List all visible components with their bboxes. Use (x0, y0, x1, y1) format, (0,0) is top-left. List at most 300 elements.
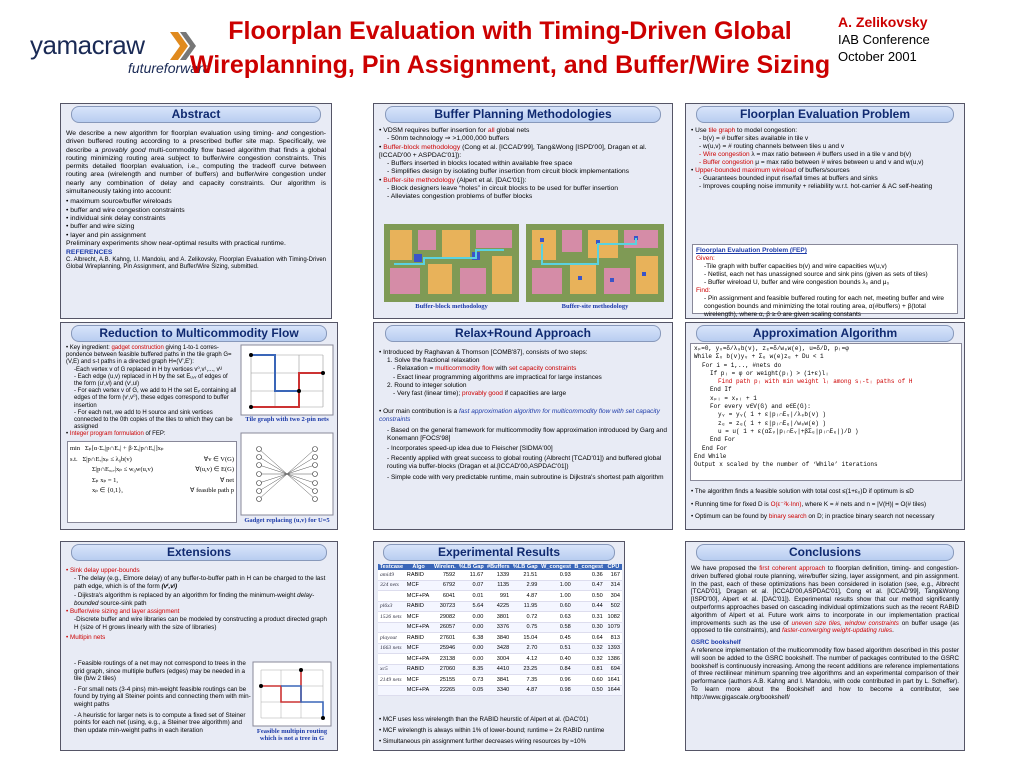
poster-title-line2: Wireplanning, Pin Assignment, and Buffer/Wire Sizing (189, 51, 831, 79)
table-cell: 2149 nets (378, 675, 405, 686)
table-cell: 0.60 (539, 601, 572, 612)
fep-text: to model congestion: (737, 127, 798, 134)
reduction-body (66, 345, 237, 439)
code-line: End While (694, 452, 727, 460)
table-cell: MCF+PA (405, 685, 433, 696)
table-cell: 0.07 (457, 580, 485, 591)
approx-algorithm-panel (685, 322, 965, 530)
table-cell: 4.87 (511, 685, 539, 696)
table-cell: 26057 (432, 622, 457, 633)
table-cell: 27601 (432, 633, 457, 644)
table-cell: 0.44 (573, 601, 605, 612)
table-row (378, 643, 622, 654)
ext-text: • Multipin nets (66, 634, 106, 642)
ip-label: s.t. (70, 455, 78, 463)
rr-text: 2. Round to integer solution (387, 381, 467, 389)
er-text: • MCF wirelength is always within 1% of lower-bound; runtime ≈ 2x RABID runtime (379, 727, 605, 734)
table-cell: 3840 (485, 633, 511, 644)
table-cell: RABID (405, 601, 433, 612)
code-line: If pᵢ = φ or weight(pᵢ) > (1+ε)lᵢ (710, 369, 829, 377)
table-cell: 813 (605, 633, 622, 644)
rmf-text: Integer program formulation (69, 431, 144, 438)
buffer-planning-heading: Buffer Planning Methodologies (385, 106, 661, 123)
multipin-figure (253, 662, 331, 726)
table-cell: 4.87 (511, 591, 539, 602)
table-cell: 0.60 (573, 675, 605, 686)
buffer-planning-body: • VDSM requires buffer insertion for all global nets - 50nm technology ⇒ >1,000,000 buffers • Buffer-block methodology (Cong et al. [ICCAD'99], Tang&Wong [ISPD'00], Dragan et al. [ICCAD'00 + ASPDAC'01]): - Buffers inserted in blocks located within available free space - Simplifies design by isolating buffer insertion from circuit block implementations • Buffer-site methodology (Alpert et al. [DAC'01]): - Block designers leave “holes” in circuit blocks to be used for buffer insertion - Alleviates congestion problems of buffer blocks (379, 127, 667, 202)
table-cell: 694 (605, 664, 622, 675)
rmf-text: gadget construction (111, 345, 164, 351)
floorplan-problem-panel (685, 103, 965, 319)
abstract-para-and: and (276, 130, 288, 137)
table-cell: 0.32 (573, 654, 605, 665)
code-line: xₚᵢ = xₚᵢ + 1 (710, 394, 757, 402)
table-cell: 3376 (485, 622, 511, 633)
table-cell: 22265 (432, 685, 457, 696)
col-header: W_congest (541, 564, 571, 570)
relax-round-body (379, 349, 667, 482)
table-cell: 2.70 (511, 643, 539, 654)
table-cell: 5.64 (457, 601, 485, 612)
fep-find-label: Find: (696, 287, 711, 294)
code-line: For every v∈V(G) and e∈E(G): (710, 403, 811, 411)
col-header: Testcase (379, 564, 404, 570)
fep-text: - Pin assignment and feasible buffered routing for each net, meeting buffer and wire congestion bounds and minimizing the total routing area, α(#buffers) + β(total wirelength), where α, β ≥ 0 are given scaling constants (704, 295, 945, 318)
multipin-caption: Feasible multipin routing which is not a tree in G (256, 728, 328, 742)
ext-text: - The delay (e.g., Elmore delay) of any buffer-to-buffer path in H can be charged to the last path edge, which is of the form (74, 574, 326, 590)
bpm-text: global nets (496, 127, 530, 134)
fep-text: - Buffer congestion (699, 159, 754, 166)
fep-text: λ = max ratio between # buffers used in a tile v and b(v) (751, 151, 912, 158)
rr-text: • Our main contribution is a (379, 408, 458, 416)
fep-text: Upper-bounded maximum wireload (695, 167, 797, 174)
bpm-text: (Alpert et al. [DAC'01]): (456, 176, 527, 184)
table-cell: 0.50 (573, 591, 605, 602)
table-cell: 1526 nets (378, 612, 405, 623)
table-cell (378, 591, 405, 602)
ip-constraint: ∀(u,v) ∈ E(G) (195, 466, 234, 473)
algorithm-pseudocode (690, 343, 962, 481)
table-cell: 0.00 (457, 612, 485, 623)
table-cell: 7.35 (511, 675, 539, 686)
fep-text: - Wire congestion (699, 151, 750, 158)
table-cell: 27060 (432, 664, 457, 675)
table-cell: 0.47 (573, 580, 605, 591)
experimental-results-heading: Experimental Results (383, 544, 615, 561)
tile-graph-caption: Tile graph with two 2-pin nets (245, 416, 329, 423)
fep-text: - Netlist, each net has unassigned source and sink pins (given as sets of tiles) (704, 271, 928, 278)
rr-text: - Incorporates speed-up idea due to Fleischer [SIDMA'00] (387, 445, 553, 453)
fep-given-label: Given: (696, 255, 715, 262)
bpm-text: - Simplifies design by isolating buffer insertion from circuit block implementations (387, 168, 630, 176)
bpm-text: (Cong et al. [ICCAD'99], Tang&Wong [ISPD'00], Dragan et al. [ICCAD'00 + ASPDAC'01]): (379, 143, 647, 159)
aa-text: , where K = # nets and n = |V(H)| = O(# tiles) (801, 500, 927, 508)
relax-round-panel (373, 322, 673, 530)
abstract-prelim: Preliminary experiments show near-optimal results with practical runtime. (66, 239, 286, 247)
buffer-planning-panel (373, 103, 673, 319)
table-cell: 25155 (432, 675, 457, 686)
table-cell: 6792 (432, 580, 457, 591)
aa-text: O(ε⁻²k·lnn) (770, 500, 802, 508)
table-cell: MCF+PA (405, 654, 433, 665)
table-cell: 324 nets (378, 580, 405, 591)
table-cell: 0.93 (539, 570, 572, 580)
extensions-heading: Extensions (71, 544, 327, 561)
bpm-text: all (487, 127, 495, 134)
abstract-para-a: We describe a new algorithm for floorplan evaluation using timing- (66, 130, 274, 137)
fep-text: - Buffer wireload U, buffer and wire congestion bounds λ₀ and μ₀ (704, 279, 890, 286)
table-cell: 1079 (605, 622, 622, 633)
col-header: %LB Gap (458, 564, 484, 570)
ext-text: • Buffer/wire sizing and layer assignment (66, 607, 180, 615)
buffer-block-caption: Buffer-block methodology (415, 303, 488, 310)
abstract-panel (60, 103, 332, 319)
table-cell: RABID (405, 664, 433, 675)
gadget-caption: Gadget replacing (u,v) for U=5 (244, 517, 330, 524)
table-cell: 0.36 (573, 570, 605, 580)
gsrc-heading: GSRC bookshelf (691, 639, 741, 647)
conclusions-heading: Conclusions (696, 544, 954, 561)
table-cell: 0.30 (573, 622, 605, 633)
bpm-text: Buffer-site methodology (383, 176, 455, 184)
table-cell: 4225 (485, 601, 511, 612)
table-cell: 304 (605, 591, 622, 602)
concl-text: on buffer usage (as opposed to tile constraints), and (691, 619, 960, 635)
results-table-wrap (378, 564, 622, 696)
ext-text: - Dijkstra's algorithm is replaced by an algorithm for finding the minimum-weight (74, 592, 296, 600)
conclusions-panel (685, 541, 965, 751)
fep-text: tile graph (708, 127, 736, 134)
table-cell: 1663 nets (378, 643, 405, 654)
integer-program-box: min Σₚ[α·Σᵥ|p∩Eᵥ| + β·Σₑ|p∩Eₑ|]xₚ s.t. Σ|p∩Eᵥ|xₚ ≤ λ₀b(v) ∀v ∈ V(G) Σ|p∩Eᵤ,ᵥ|xₚ ≤ w₀w(u,v) ∀(u,v) ∈ E(G) Σₚ xₚ = 1, ∀ net xₚ ∈ {0,1}, ∀ feasible path p (67, 441, 237, 523)
table-cell: 11.67 (457, 570, 485, 580)
extensions-panel (60, 541, 338, 751)
author-name: A. Zelikovsky (838, 14, 928, 30)
concl-text: uneven size tiles, window constraints (791, 619, 899, 627)
rr-text: 1. Solve the fractional relaxation (387, 357, 480, 365)
ext-text: - For small nets (3-4 pins) min-weight feasible routings can be found by trying all Steiner points and connecting them with min-weight paths (74, 685, 251, 708)
fep-text: Use (695, 127, 707, 134)
code-line: zₑ = zₑ( 1 + ε|pᵢ∩Eₑ|/w₀w(e) ) (718, 419, 827, 427)
rr-text: - Simple code with very predictable runtime, main subroutine is Dijkstra's shortest path algorithm (387, 473, 664, 481)
fep-text: of buffers/sources (798, 167, 850, 174)
fep-text: μ = max ratio between # wires between u and v and w(u,v) (755, 159, 924, 166)
references-heading: REFERENCES (66, 249, 113, 257)
abstract-item: • layer and pin assignment (66, 231, 146, 239)
rr-text: - Exact linear programming algorithms are impractical for large instances (393, 373, 602, 381)
logo-tagline: futureforward (128, 60, 211, 76)
poster-title-line1: Floorplan Evaluation with Timing-Driven Global (228, 17, 792, 45)
conference-name: IAB Conference (838, 32, 930, 47)
results-header-row (378, 564, 622, 570)
table-cell: MCF+PA (405, 622, 433, 633)
table-cell: 23.25 (511, 664, 539, 675)
logo-wordmark: yamacraw (30, 30, 145, 60)
conclusions-body: We have proposed the first coherent approach to floorplan definition, timing- and congestion-driven buffered global route planning, wire/buffer sizing, layer assignment, and pin assignment. In the past, each of these optimizations has been considered in isolation (see, e.g., Albrecht [TCAD'01], Dragan et al. [ICCAD'00,ASPDAC'01], Cong et al. [ICCAD'99], Tang&Wong [ISPD'00], Alpert et al. [DAC'01]). Experimental results show that our method significantly outperforms approaches based on cascading individual optimizations such as the recent RABID algorithm of Alpert et al. Future work aims to incorporate in our implementation practical improvements such as the use of uneven size tiles, window constraints on buffer usage (as opposed to tile constraints), and faster-converging weight-updating rules. GSRC bookshelf A reference implementation of the multicommodity flow based algorithm described in this poster will soon be added to the GSRC bookshelf. The number of packages contributed to the GSRC bookshelf is continuously increasing. Among the recent additions are reference implementations of three rectilinear minimum spanning tree algorithms and an experimental comparison of their performance (authors A.B. Kahng and I. Mandoiu, with code contributed in part by L. Scheffer). To learn more about the Bookshelf and how to become a contributor, see http://www.gigascale.org/bookshelf/ (691, 565, 960, 701)
rr-text: • Introduced by Raghavan & Thomson [COMB'87], consists of two steps: (379, 349, 588, 356)
tile-graph-figure (241, 345, 333, 415)
table-cell: 0.81 (573, 664, 605, 675)
poster-header (0, 0, 1024, 92)
table-cell: 1.00 (539, 591, 572, 602)
col-header: CPU (605, 564, 622, 570)
abstract-para-prov: provably good (101, 146, 146, 154)
table-cell: 0.64 (573, 633, 605, 644)
table-cell: 1135 (485, 580, 511, 591)
table-cell: ami49 (378, 570, 405, 580)
floorplan-problem-heading: Floorplan Evaluation Problem (696, 106, 954, 123)
table-cell: playout (378, 633, 405, 644)
ext-text: delay-bounded (74, 592, 315, 608)
fep-text: - Guarantees bounded input rise/fall times at buffers and sinks (699, 175, 878, 182)
table-cell: 8.35 (457, 664, 485, 675)
fep-definition-box (692, 244, 958, 318)
table-cell: 0.05 (457, 685, 485, 696)
concl-text: first coherent approach (759, 565, 826, 572)
results-body (378, 570, 622, 696)
table-cell: 502 (605, 601, 622, 612)
rr-text: - Based on the general framework for multicommodity flow approximation introduced by Garg and Konemann [FOCS'98] (387, 426, 667, 442)
er-text: • Simultaneous pin assignment further decreases wiring resources by ≈10% (379, 738, 587, 745)
code-line: u = u( 1 + ε(αΣᵥ|pᵢ∩Eᵥ|+βΣₑ|pᵢ∩Eₑ|)/D ) (718, 427, 859, 435)
table-cell: 1641 (605, 675, 622, 686)
rr-text: with (495, 365, 507, 373)
results-notes (379, 714, 619, 747)
aa-text: • Optimum can be found by (691, 513, 768, 520)
rr-text: fast approximation algorithm for multicommodity flow with set capacity constraints (379, 408, 660, 424)
rmf-text: - Each edge (u,v) replaced in H by the set Eᵤ,ᵥ of edges of the form (uⁱ,vʲ) and (vⁱ,uʲ) (74, 373, 228, 388)
ip-constraint: ∀v ∈ V(G) (203, 455, 234, 463)
table-row (378, 664, 622, 675)
ext-text: -Discrete buffer and wire libraries can be modeled by constructing a product directed graph H (size of H grows linearly with the size of libraries) (74, 615, 327, 631)
table-cell: 1644 (605, 685, 622, 696)
abstract-item: • buffer and wire sizing (66, 223, 135, 231)
table-cell: 25946 (432, 643, 457, 654)
table-row (378, 685, 622, 696)
table-cell: 0.51 (539, 643, 572, 654)
rmf-text: -Each vertex v of G replaced in H by vertices v⁰,v¹,..., vᵁ (74, 366, 223, 373)
table-cell: 3340 (485, 685, 511, 696)
code-line: Find path pᵢ with min weight lᵢ among sᵢ-tᵢ paths of H (718, 378, 913, 386)
abstract-item: • individual sink delay constraints (66, 214, 166, 222)
rmf-text: • Key ingredient: (66, 345, 110, 351)
table-cell: 0.96 (539, 675, 572, 686)
code-line: Output x scaled by the number of ‘While’ iterations (694, 461, 878, 469)
bpm-text: - Block designers leave “holes” in circuit blocks to be used for buffer insertion (387, 185, 619, 193)
rr-text: set capacity constraints (508, 365, 577, 373)
table-cell: MCF (405, 643, 433, 654)
fep-text: - w(u,v) = # routing channels between tiles u and v (699, 143, 845, 150)
table-row (378, 580, 622, 591)
table-cell: 0.00 (457, 643, 485, 654)
rmf-text: giving 1-to-1 corres-pondence between feasible buffered paths in the tile graph G=(V,E) and s-t paths in a directed graph H=(V',E'): (66, 345, 232, 366)
table-cell: 0.50 (573, 685, 605, 696)
table-cell: MCF (405, 580, 433, 591)
gadget-figure (241, 433, 333, 515)
table-cell: 3004 (485, 654, 511, 665)
table-cell: 0.58 (539, 622, 572, 633)
table-row (378, 591, 622, 602)
table-cell: 1393 (605, 643, 622, 654)
author-block (838, 14, 1018, 65)
table-cell: 0.84 (539, 664, 572, 675)
abstract-item: • maximum source/buffer wireloads (66, 198, 172, 206)
buffer-site-figure (526, 224, 664, 302)
code-line: yᵥ = yᵥ( 1 + ε|pᵢ∩Eᵥ|/λ₀b(v) ) (718, 411, 827, 419)
table-cell: 0.00 (457, 622, 485, 633)
table-cell: 3841 (485, 675, 511, 686)
table-cell: 1386 (605, 654, 622, 665)
table-row (378, 570, 622, 580)
table-cell: MCF+PA (405, 591, 433, 602)
table-cell (378, 622, 405, 633)
abstract-heading: Abstract (71, 106, 321, 123)
table-cell: 3801 (485, 612, 511, 623)
table-cell: 11.95 (511, 601, 539, 612)
table-cell: 0.32 (573, 643, 605, 654)
fep-text: -Tile graph with buffer capacities b(v) and wire capacities w(u,v) (704, 263, 887, 270)
fep-box-title: Floorplan Evaluation Problem (FEP) (696, 247, 807, 254)
code-line: End If (710, 386, 732, 394)
abstract-para-c: multi-commodity flow based algorithm that finds a global routing minimizing routing area subject to buffer/wire congestion constraints. This permits detailed floorplan evaluation, i.e., computing the tradeoff curve between routing area (wirelength and number of buffers) and buffer/wire congestion under nearly any combination of delay and capacity constraints. Our algorithm is simultaneously taking into account: (66, 146, 327, 196)
table-cell: 30723 (432, 601, 457, 612)
abstract-body (66, 130, 326, 271)
table-cell: 3428 (485, 643, 511, 654)
concl-text: A reference implementation of the multicommodity flow based algorithm described in this poster will soon be added to the GSRC bookshelf. The number of packages contributed to the GSRC bookshelf is continuously increasing. Among the recent additions are reference implementations of three rectilinear minimum spanning tree algorithms and an experimental comparison of their performance (authors A.B. Kahng and I. Mandoiu, with code contributed in part by L. Scheffer). To learn more about the Bookshelf and how to become a contributor, see http://www.gigascale.org/bookshelf/ (691, 646, 959, 701)
table-row (378, 633, 622, 644)
col-header: #Buffers (486, 564, 510, 570)
table-cell: MCF (405, 612, 433, 623)
aa-text: binary search (768, 513, 807, 520)
conference-date: October 2001 (838, 49, 917, 64)
references-text: C. Albrecht, A.B. Kahng, I.I. Mandoiu, and A. Zelikovsky, Floorplan Evaluation with Timing-Driven Global Wireplanning, Pin Assignment, and Buffer/Wire Sizing, submitted. (66, 257, 326, 271)
extensions-body-top (66, 567, 332, 642)
results-table (378, 564, 622, 696)
table-row (378, 601, 622, 612)
buffer-block-figure (384, 224, 519, 302)
experimental-results-panel (373, 541, 625, 751)
code-line: End For (710, 436, 736, 444)
reduction-heading: Reduction to Multicommodity Flow (71, 325, 327, 342)
aa-text: • Running time for fixed D is (691, 500, 769, 508)
code-line: While Σᵥ b(v)yᵥ + Σₑ w(e)zₑ + Du < 1 (694, 353, 824, 361)
bpm-text: - 50nm technology ⇒ >1,000,000 buffers (387, 135, 510, 143)
table-cell: 0.63 (539, 612, 572, 623)
ext-text: (vⁱ,vʲ) (161, 582, 178, 590)
approx-algorithm-heading: Approximation Algorithm (696, 325, 954, 342)
ip-constraint: ∀ feasible path p (190, 487, 234, 494)
er-text: • MCF uses less wirelength than the RABID heurstic of Alpert et al. (DAC'01) (379, 716, 589, 723)
col-header: Algo (405, 564, 433, 570)
fep-text: - b(v) = # buffer sites available in tile v (699, 135, 809, 142)
ip-constraint: ∀ net (219, 476, 234, 484)
table-cell: 21.51 (511, 570, 539, 580)
bpm-text: - Buffers inserted in blocks located within available free space (387, 160, 573, 168)
rmf-text: of FEP: (145, 431, 166, 438)
rr-text: - Very fast (linear time); (393, 390, 461, 398)
table-cell: 0.40 (539, 654, 572, 665)
rr-text: multicommodity flow (435, 365, 494, 373)
col-header: Wirelen. (434, 564, 456, 570)
fep-text: - Improves coupling noise immunity + reliability w.r.t. hot-carrier & AC self-heating (699, 183, 933, 190)
col-header: B_congest (574, 564, 603, 570)
table-row (378, 622, 622, 633)
table-cell: 15.04 (511, 633, 539, 644)
code-line: End For (702, 444, 728, 452)
table-cell: 0.72 (511, 612, 539, 623)
abstract-para-b: congestion-driven buffered routing according to a prescribed buffer site map. Specifically, we describe a (66, 130, 326, 154)
code-line: For i = 1,.., #nets do (702, 361, 782, 369)
table-cell: 0.75 (511, 622, 539, 633)
reduction-panel (60, 322, 338, 530)
rr-text: - Relaxation = (393, 365, 434, 373)
concl-text: We have proposed the (691, 565, 757, 572)
table-cell: MCF (405, 675, 433, 686)
abstract-item: • buffer and wire congestion constraints (66, 206, 185, 214)
table-cell: pl6x3 (378, 601, 405, 612)
code-line: xₚ=0, yᵥ=δ/λ₀b(v), zₑ=δ/w₀w(e), u=δ/D, pᵢ=φ (694, 345, 849, 352)
ext-text: - A heuristic for larger nets is to compute a fixed set of Steiner points for each net (using, e.g., a Steiner tree algorithm) and then update min-weight paths in each iteration (74, 711, 246, 734)
table-cell: 0.98 (539, 685, 572, 696)
poster-title (180, 14, 840, 82)
ip-label: min (70, 445, 81, 452)
aa-text: on D; in practice binary search not necessary (808, 513, 935, 520)
table-cell (378, 685, 405, 696)
table-cell: 167 (605, 570, 622, 580)
rr-text: - Recently applied with great success to global routing (Albrecht [TCAD'01]) and buffered global routing via buffer-blocks (Dragan et al.[ICCAD'00,ASPDAC'01]) (387, 455, 662, 471)
table-cell: 7592 (432, 570, 457, 580)
rmf-text: • (66, 431, 69, 438)
table-cell: 23138 (432, 654, 457, 665)
concl-text: to floorplan definition, timing- and congestion-driven buffered global route planning, wire/buffer sizing, layer assignment, and pin assignment. In the past, each of these optimizations has been considered in isolation (see, e.g., Albrecht [TCAD'01], Dragan et al. [ICCAD'00,ASPDAC'01], Cong et al. [ICCAD'99], Tang&Wong [ISPD'00], Alpert et al. [DAC'01]). Experimental results show that our method significantly outperforms approaches based on cascading individual optimizations such as the recent RABID algorithm of Alpert et al. Future work aims to incorporate in our implementation practical improvements such as the use of (691, 565, 960, 627)
buffer-site-caption: Buffer-site methodology (561, 303, 629, 310)
concl-text: faster-converging weight-updating rules (782, 627, 893, 635)
table-cell: 29082 (432, 612, 457, 623)
table-cell: xc5 (378, 664, 405, 675)
table-cell: RABID (405, 570, 433, 580)
table-cell: 314 (605, 580, 622, 591)
ext-text: source-sink path (100, 600, 147, 608)
table-cell: 0.31 (573, 612, 605, 623)
aa-text: • The algorithm finds a feasible solution with total cost ≤(1+ε₀)D if optimum is ≤D (691, 488, 914, 495)
rmf-text: - For each net, we add to H source and sink vertices connected to the 0th copies of the tiles to which they can be assigned (74, 409, 233, 431)
table-cell: 991 (485, 591, 511, 602)
table-cell: 0.45 (539, 633, 572, 644)
table-cell: 2.99 (511, 580, 539, 591)
table-cell: 0.73 (457, 675, 485, 686)
table-row (378, 675, 622, 686)
col-header: %LB Gap (512, 564, 538, 570)
extensions-body-bottom (66, 660, 251, 734)
table-cell: 0.00 (457, 654, 485, 665)
table-cell (378, 654, 405, 665)
bpm-text: Buffer-block methodology (383, 143, 461, 151)
bpm-text: VDSM requires buffer insertion for (383, 127, 486, 134)
ext-text: • Sink delay upper-bounds (66, 567, 140, 574)
table-cell: 6041 (432, 591, 457, 602)
table-row (378, 654, 622, 665)
floorplan-problem-body: • Use tile graph to model congestion: - b(v) = # buffer sites available in tile v - w(u,v) = # routing channels between tiles u and v - Wire congestion λ = max ratio between # buffers used in a tile v and b(v) - Buffer congestion μ = max ratio between # wires between u and v and w(u,v) • Upper-bounded maximum wireload of buffers/sources - Guarantees bounded input rise/fall times at buffers and sinks - Improves coupling noise immunity + reliability w.r.t. hot-carrier & AC self-heating (691, 127, 959, 191)
table-cell: RABID (405, 633, 433, 644)
approx-algorithm-notes (691, 487, 959, 522)
ext-text: - Feasible routings of a net may not correspond to trees in the grid graph, since multiple buffers (edges) may be needed in a tile (b/w 2 tiles) (74, 660, 246, 683)
table-row (378, 612, 622, 623)
table-cell: 0.01 (457, 591, 485, 602)
table-cell: 4.12 (511, 654, 539, 665)
relax-round-heading: Relax+Round Approach (385, 325, 661, 342)
rr-text: if capacities are large (504, 390, 567, 398)
rmf-text: - For each vertex v of G, we add to H the set Eᵥ containing all edges of the form (vⁱ,v⁰), these edges correspond to buffer insertion (74, 388, 237, 409)
